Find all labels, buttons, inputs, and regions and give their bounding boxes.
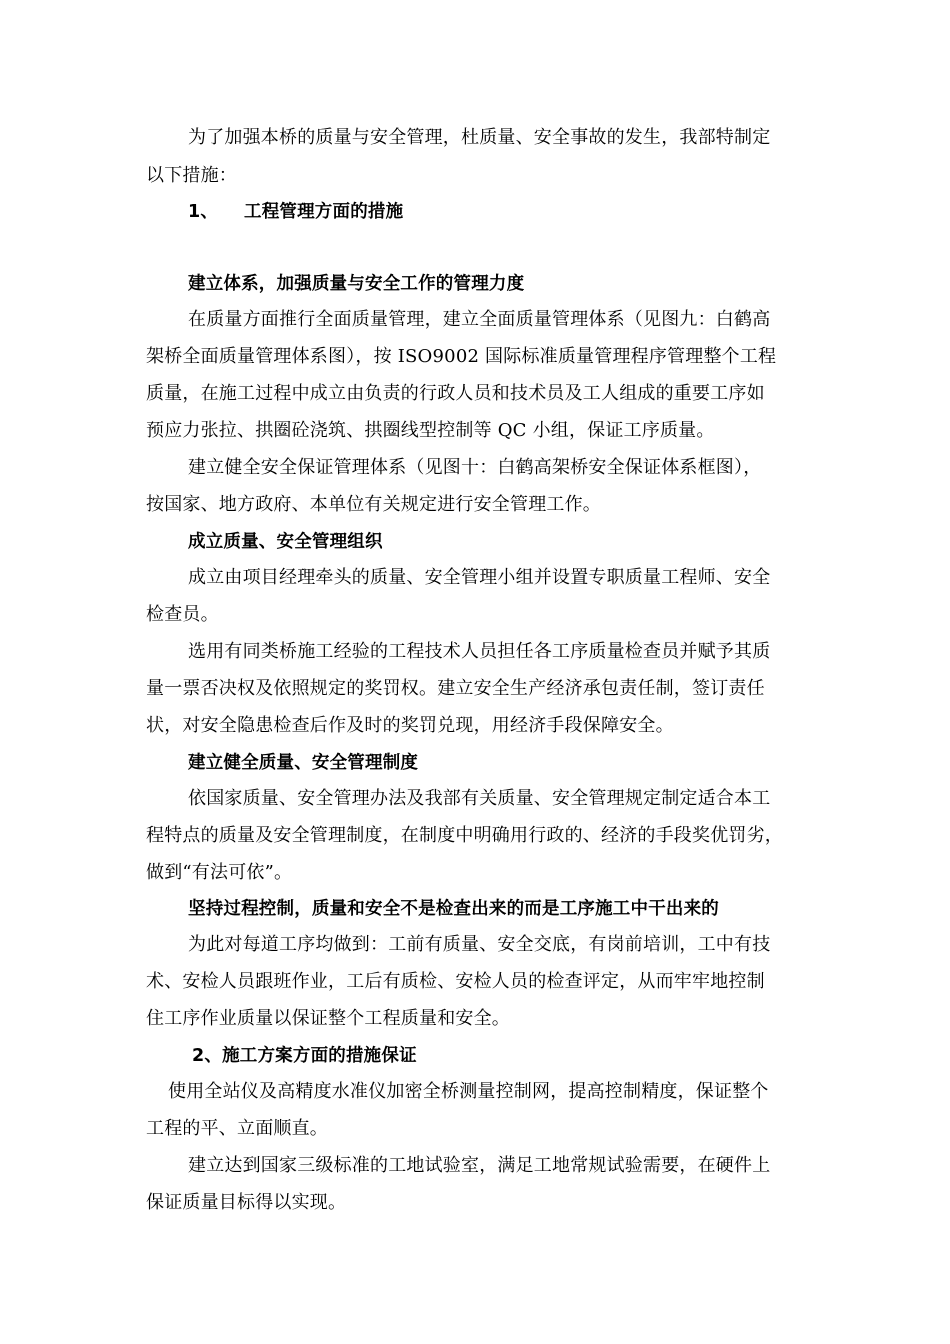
paragraph-line: 状，对安全隐患检查后作及时的奖罚兑现，用经济手段保障安全。 (146, 715, 674, 736)
paragraph-line: 为此对每道工序均做到：工前有质量、安全交底，有岗前培训，工中有技 (188, 934, 771, 955)
paragraph-line: 质量，在施工过程中成立由负责的行政人员和技术员及工人组成的重要工序如 (146, 383, 765, 404)
sub-heading-2: 成立质量、安全管理组织 (188, 532, 383, 552)
sub-heading-1: 建立体系，加强质量与安全工作的管理力度 (188, 274, 525, 294)
paragraph-line: 架桥全面质量管理体系图），按 ISO9002 国际标准质量管理程序管理整个工程 (146, 346, 777, 367)
paragraph-line: 建立达到国家三级标准的工地试验室，满足工地常规试验需要，在硬件上 (188, 1155, 771, 1176)
paragraph-line: 工程的平、立面顺直。 (146, 1118, 328, 1139)
paragraph-line: 保证质量目标得以实现。 (146, 1192, 347, 1213)
section-2-title: 2、施工方案方面的措施保证 (192, 1046, 417, 1066)
paragraph-line: 检查员。 (146, 604, 219, 625)
paragraph-line: 依国家质量、安全管理办法及我部有关质量、安全管理规定制定适合本工 (188, 788, 771, 809)
section-1-title: 工程管理方面的措施 (244, 202, 404, 222)
paragraph-line: 成立由项目经理牵头的质量、安全管理小组并设置专职质量工程师、安全 (188, 567, 771, 588)
paragraph-line: 做到“有法可依”。 (146, 862, 293, 883)
paragraph-line: 按国家、地方政府、本单位有关规定进行安全管理工作。 (146, 494, 601, 515)
paragraph-line: 术、安检人员跟班作业，工后有质检、安检人员的检查评定，从而牢牢地控制 (146, 971, 765, 992)
sub-heading-3: 建立健全质量、安全管理制度 (188, 753, 419, 773)
paragraph-line: 住工序作业质量以保证整个工程质量和安全。 (146, 1008, 510, 1029)
paragraph-line: 选用有同类桥施工经验的工程技术人员担任各工序质量检查员并赋予其质 (188, 641, 771, 662)
paragraph-line: 在质量方面推行全面质量管理，建立全面质量管理体系（见图九：白鹤高 (188, 309, 771, 330)
intro-line-1: 为了加强本桥的质量与安全管理，杜质量、安全事故的发生，我部特制定 (188, 127, 771, 148)
paragraph-line: 预应力张拉、拱圈砼浇筑、拱圈线型控制等 QC 小组，保证工序质量。 (146, 420, 715, 441)
paragraph-line: 程特点的质量及安全管理制度，在制度中明确用行政的、经济的手段奖优罚劣， (146, 825, 783, 846)
paragraph-line: 建立健全安全保证管理体系（见图十：白鹤高架桥安全保证体系框图）， (188, 457, 762, 478)
intro-line-2: 以下措施： (146, 165, 237, 186)
sub-heading-4: 坚持过程控制，质量和安全不是检查出来的而是工序施工中干出来的 (188, 899, 719, 919)
paragraph-line: 使用全站仪及高精度水准仪加密全桥测量控制网，提高控制精度，保证整个 (168, 1081, 769, 1102)
paragraph-line: 量一票否决权及依照规定的奖罚权。建立安全生产经济承包责任制，签订责任 (146, 678, 765, 699)
section-1-number: 1、 (188, 202, 219, 222)
